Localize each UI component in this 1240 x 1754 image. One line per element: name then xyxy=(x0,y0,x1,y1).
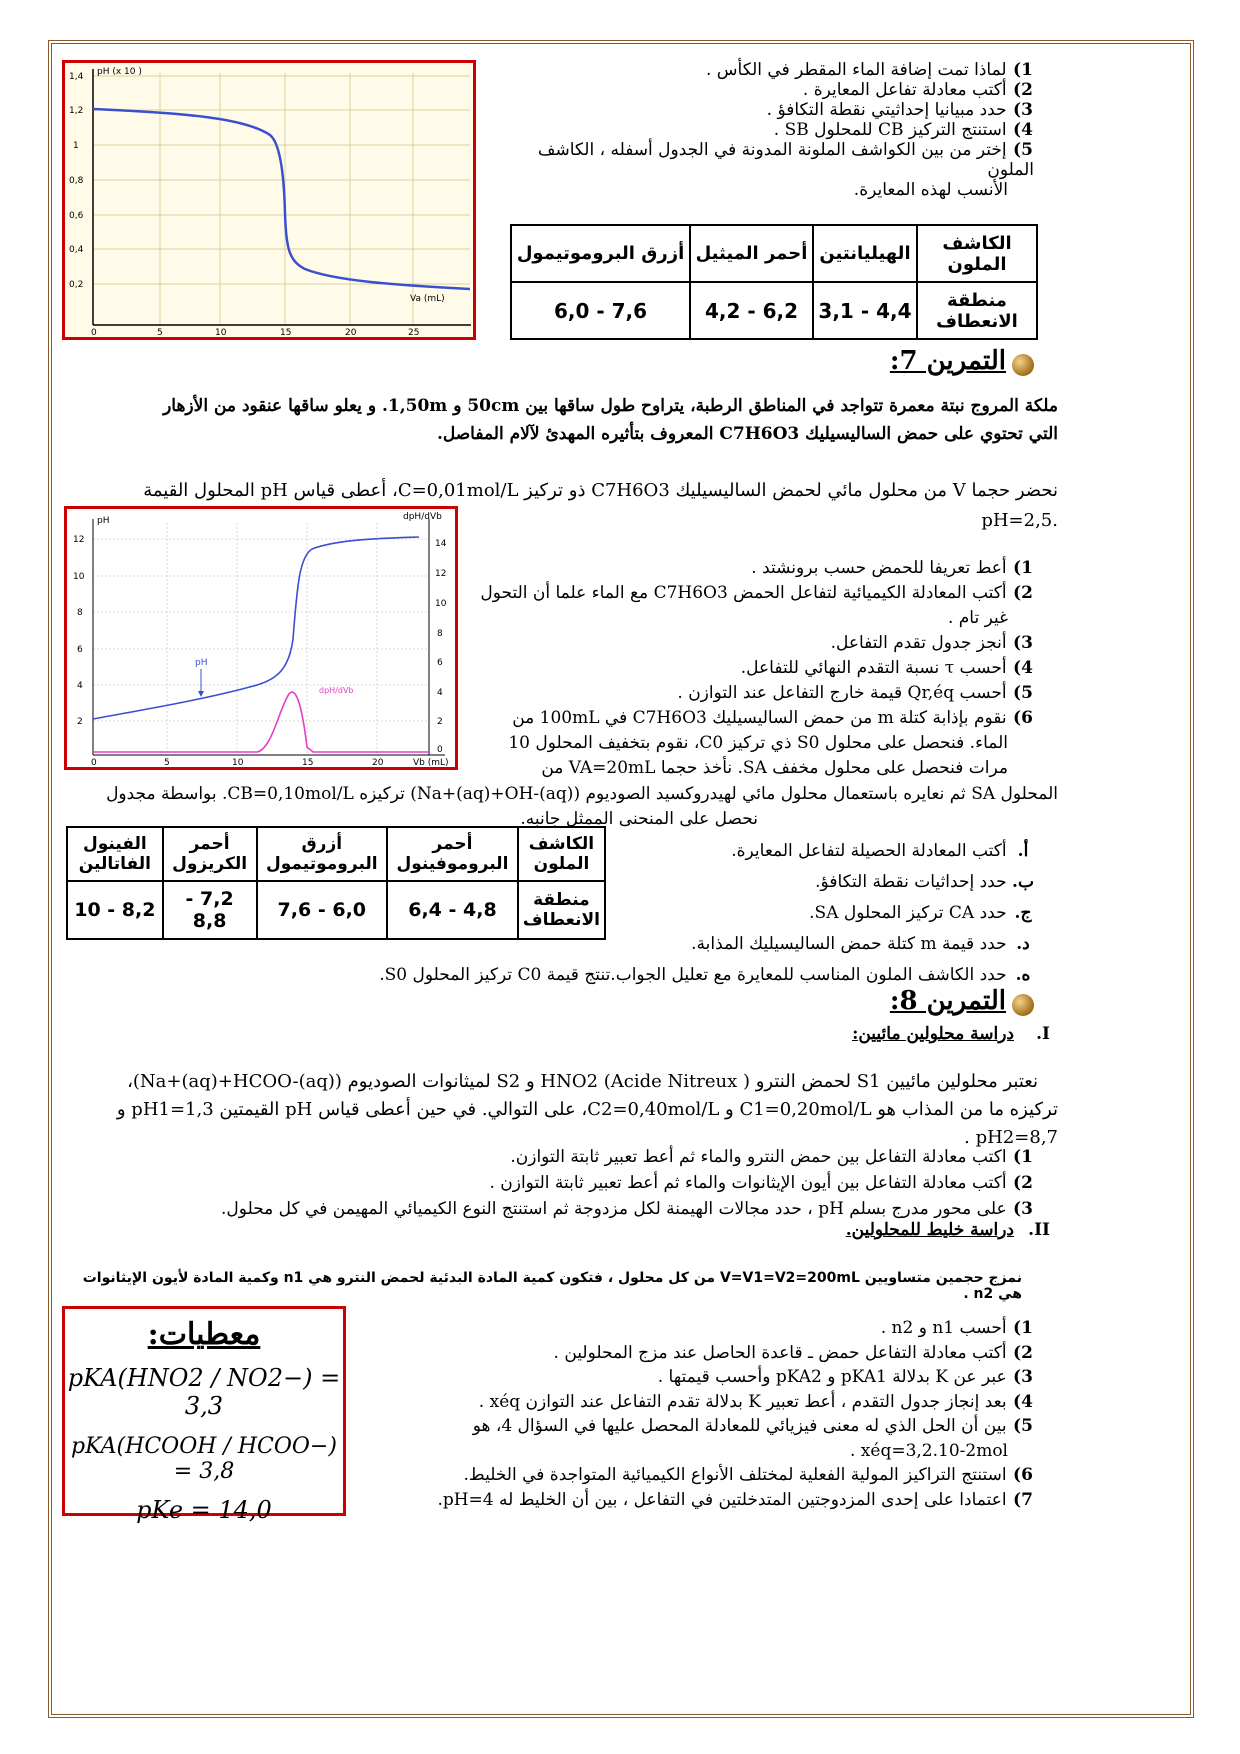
question: 3) حدد مبيانيا إحداثيتي نقطة التكافؤ . xyxy=(766,100,1033,120)
ex8-mix-text: نمزج حجمين متساويين V=V1=V2=200mL من كل محلول ، فتكون كمية المادة البدئية لحمض النترو هي n1 وكمية المادة لأيون الإيثانوات هي n2 . xyxy=(82,1270,1022,1302)
subquestion: ج. حدد CA تركيز المحلول SA. xyxy=(809,903,1032,923)
table-cell: الكاشف الملون xyxy=(917,225,1037,282)
top-questions xyxy=(490,60,1034,200)
ex8-questions-1 xyxy=(62,1144,1034,1222)
y-tick: 0,8 xyxy=(69,176,84,186)
derivative-curve xyxy=(93,692,429,752)
indicator-table-1 xyxy=(510,224,1038,340)
table-cell: أحمر الميثيل xyxy=(690,225,813,282)
intro-line: ملكة المروج نبتة معمرة تتواجد في المناطق الرطبة، يتراوح طول ساقها بين 50cm و 1,50m. و يعلو ساقها عنقود من الأزهار xyxy=(163,396,1058,416)
y-tick: 1,2 xyxy=(69,106,84,116)
y-tick: 10 xyxy=(73,572,85,582)
x-tick: 15 xyxy=(280,328,292,337)
y-tick-right: 6 xyxy=(437,658,443,668)
table-cell: 7,6 - 6,0 xyxy=(511,282,690,339)
y-tick: 6 xyxy=(77,645,83,655)
subquestion: ب. حدد إحداثيات نقطة التكافؤ. xyxy=(815,872,1034,892)
y-tick: 4 xyxy=(77,681,83,691)
table-cell: أزرق البروموتيمول xyxy=(511,225,690,282)
ex8-title: التمرين 8: xyxy=(889,986,1006,1016)
y-left-label: pH xyxy=(97,516,110,526)
x-tick: 5 xyxy=(164,758,170,767)
y-axis-label: pH (x 10 ) xyxy=(97,67,142,77)
table-cell: 6,2 - 4,2 xyxy=(690,282,813,339)
text-line: .pH=2,5 xyxy=(981,510,1058,531)
x-tick: 5 xyxy=(157,328,163,337)
question: 2) أكتب معادلة التفاعل بين أيون الإيثانوات والماء ثم أعط تعبير ثابتة التوازن . xyxy=(489,1173,1033,1193)
x-tick: 10 xyxy=(215,328,227,337)
ex7-subquestion-last: ه. حدد الكاشف الملون المناسب للمعايرة مع تعليل الجواب.تنتج قيمة C0 تركيز المحلول S0. xyxy=(379,965,1031,985)
table-cell: أحمر البروموفينول xyxy=(387,827,518,881)
question: 4) بعد إنجاز جدول التقدم ، أعط تعبير K بدلالة تقدم التفاعل عند التوازن xéq . xyxy=(478,1391,1033,1412)
data-line: pKA(HNO2 / NO2−) = 3,3 xyxy=(67,1364,341,1420)
table-cell: أزرق البروموتيمول xyxy=(257,827,388,881)
x-tick: 15 xyxy=(302,758,314,767)
question: مرات فنحصل على محلول مخفف SA. نأخذ حجما VA=20mL من xyxy=(541,758,1008,778)
ph-curve-label: pH xyxy=(195,658,208,668)
question: الأنسب لهذه المعايرة. xyxy=(853,180,1008,200)
question: 3) على محور مدرج بسلم pH ، حدد مجالات الهيمنة لكل مزدوجة ثم استنتج النوع الكيميائي المهيمن في كل محلول. xyxy=(221,1199,1033,1219)
table-cell: الفينول الفاتالين xyxy=(67,827,163,881)
ex8-paragraph xyxy=(62,1068,1058,1152)
ex7-questions xyxy=(466,556,1034,781)
question: 1) أعط تعريفا للحمض حسب برونشتد . xyxy=(751,558,1033,578)
y-tick-right: 2 xyxy=(437,717,443,727)
deriv-curve-label: dpH/dVb xyxy=(319,686,354,695)
data-box xyxy=(62,1306,346,1524)
intro-line: التي تحتوي على حمض الساليسيليك C7H6O3 المعروف بتأثيره المهدئ لآلام المفاصل. xyxy=(436,424,1058,444)
x-tick: 25 xyxy=(408,328,420,337)
x-tick: 20 xyxy=(372,758,384,767)
question: 1) أحسب n1 و n2 . xyxy=(880,1318,1033,1338)
question: 1) اكتب معادلة التفاعل بين حمض النترو والماء ثم أعط تعبير ثابتة التوازن. xyxy=(510,1147,1033,1167)
y-tick-right: 10 xyxy=(435,599,447,609)
question: 2) أكتب معادلة التفاعل حمض ـ قاعدة الحاصل عند مزج المحلولين . xyxy=(553,1342,1033,1363)
y-tick: 0,6 xyxy=(69,211,84,221)
y-right-label: dpH/dVb xyxy=(403,512,442,522)
ex7-wide-lines xyxy=(62,782,1058,832)
ex8-part1-heading: I.دراسة محلولين مائيين: xyxy=(852,1024,1050,1044)
x-tick: 20 xyxy=(345,328,357,337)
table-cell: 4,4 - 3,1 xyxy=(813,282,917,339)
text-line: المحلول SA ثم نعايره باستعمال محلول مائي لهيدروكسيد الصوديوم (Na+(aq)+OH-(aq)) تركيزه CB=0,10mol/L. بواسطة مجدول xyxy=(106,784,1058,804)
y-tick: 12 xyxy=(73,535,85,545)
indicator-table-2 xyxy=(66,826,606,940)
question: 3) عبر عن K بدلالة pKA1 و pKA2 وأحسب قيمتها . xyxy=(657,1367,1033,1387)
y-tick: 1,4 xyxy=(69,72,84,82)
x-tick: 0 xyxy=(91,328,97,337)
ex8-questions-2 xyxy=(360,1316,1034,1512)
ex8-part2-heading: II.دراسة خليط للمحلولين. xyxy=(845,1220,1050,1240)
question: 1) لماذا تمت إضافة الماء المقطر في الكأس . xyxy=(705,60,1033,80)
y-tick-right: 0 xyxy=(437,745,443,755)
table-cell: منطقة الانعطاف xyxy=(917,282,1037,339)
question: 4) أحسب τ نسبة التقدم النهائي للتفاعل. xyxy=(740,658,1033,678)
y-tick-right: 8 xyxy=(437,629,443,639)
question: غير تام . xyxy=(947,608,1008,628)
y-tick-right: 4 xyxy=(437,688,443,698)
y-tick-right: 12 xyxy=(435,569,447,579)
bullet-icon xyxy=(1012,994,1034,1016)
question: 2) أكتب معادلة تفاعل المعايرة . xyxy=(802,80,1033,100)
x-tick: 10 xyxy=(232,758,244,767)
y-tick: 1 xyxy=(73,141,79,151)
question: 5) بين أن الحل الذي له معنى فيزيائي للمعادلة المحصل عليها في السؤال 4، هو xyxy=(472,1416,1033,1436)
x-tick: 0 xyxy=(91,758,97,767)
table-cell: الهيليانتين xyxy=(813,225,917,282)
y-tick: 0,4 xyxy=(69,245,84,255)
ex7-graph-svg xyxy=(67,509,455,767)
x-axis-label: Va (mL) xyxy=(410,294,445,304)
question: 6) استنتج التراكيز المولية الفعلية لمختلف الأنواع الكيميائية المتواجدة في الخليط. xyxy=(463,1465,1033,1485)
ex8-heading xyxy=(760,986,1034,1016)
question: 2) أكتب المعادلة الكيميائية لتفاعل الحمض C7H6O3 مع الماء علما أن التحول xyxy=(480,583,1033,603)
bullet-icon xyxy=(1012,354,1034,376)
y-tick: 2 xyxy=(77,717,83,727)
table-cell: 4,8 - 6,4 xyxy=(387,881,518,939)
table-cell: أحمر الكريزول xyxy=(163,827,257,881)
ex7-heading xyxy=(760,346,1034,376)
text-line: نحصل على المنحنى الممثل جانبه. xyxy=(520,809,758,829)
y-tick: 0,2 xyxy=(69,280,84,290)
data-box-title: معطيات: xyxy=(147,1317,261,1352)
ex7-title: التمرين 7: xyxy=(889,346,1006,376)
top-graph-svg xyxy=(65,63,473,337)
data-line: pKA(HCOOH / HCOO−) = 3,8 xyxy=(71,1434,337,1484)
table-cell: 7,2 - 8,8 xyxy=(163,881,257,939)
question: 5) أحسب Qr,éq قيمة خارج التفاعل عند التوازن . xyxy=(677,683,1033,703)
ex7-intro xyxy=(62,392,1058,448)
table-cell: الكاشف الملون xyxy=(518,827,605,881)
x-axis-label: Vb (mL) xyxy=(413,758,449,767)
y-tick: 8 xyxy=(77,608,83,618)
question: 3) أنجز جدول تقدم التفاعل. xyxy=(830,633,1033,653)
question: 5) إختر من بين الكواشف الملونة المدونة في الجدول أسفله ، الكاشف الملون xyxy=(537,140,1034,180)
top-graph xyxy=(62,60,476,340)
text-line: تركيزه ما من المذاب هو C1=0,20mol/L و C2=0,40mol/L، على التوالي. في حين أعطى قياس pH القيمتين pH1=1,3 و pH2=8,7 . xyxy=(116,1099,1058,1148)
question: 6) نقوم بإذابة كتلة m من حمض الساليسيليك C7H6O3 في 100mL من xyxy=(512,708,1033,728)
question: 4) استنتج التركيز CB للمحلول SB . xyxy=(773,120,1033,140)
ex7-graph xyxy=(64,506,458,770)
text-line: نحضر حجما V من محلول مائي لحمض الساليسيليك C7H6O3 ذو تركيز C=0,01mol/L، أعطى قياس pH المحلول القيمة xyxy=(143,480,1058,501)
table-cell: منطقة الانعطاف xyxy=(518,881,605,939)
y-tick-right: 14 xyxy=(435,539,447,549)
data-line: pKe = 14,0 xyxy=(136,1496,272,1524)
question: الماء. فنحصل على محلول S0 ذي تركيز C0، نقوم بتخفيف المحلول 10 xyxy=(508,733,1008,753)
table-cell: 6,0 - 7,6 xyxy=(257,881,388,939)
table-cell: 8,2 - 10 xyxy=(67,881,163,939)
question: 7) اعتمادا على إحدى المزدوجتين المتدخلتين في التفاعل ، بين أن الخليط له pH=4. xyxy=(437,1489,1033,1510)
subquestion: أ. أكتب المعادلة الحصيلة لتفاعل المعايرة. xyxy=(731,841,1029,861)
text-line: نعتبر محلولين مائيين S1 لحمض النترو ( HNO2 (Acide Nitreux و S2 لميثانوات الصوديوم (Na+(aq)+HCOO-(aq))، xyxy=(127,1071,1038,1092)
ph-curve xyxy=(93,537,419,719)
question: xéq=3,2.10-2mol . xyxy=(849,1440,1008,1461)
subquestion: د. حدد قيمة m كتلة حمض الساليسيليك المذابة. xyxy=(691,934,1030,954)
